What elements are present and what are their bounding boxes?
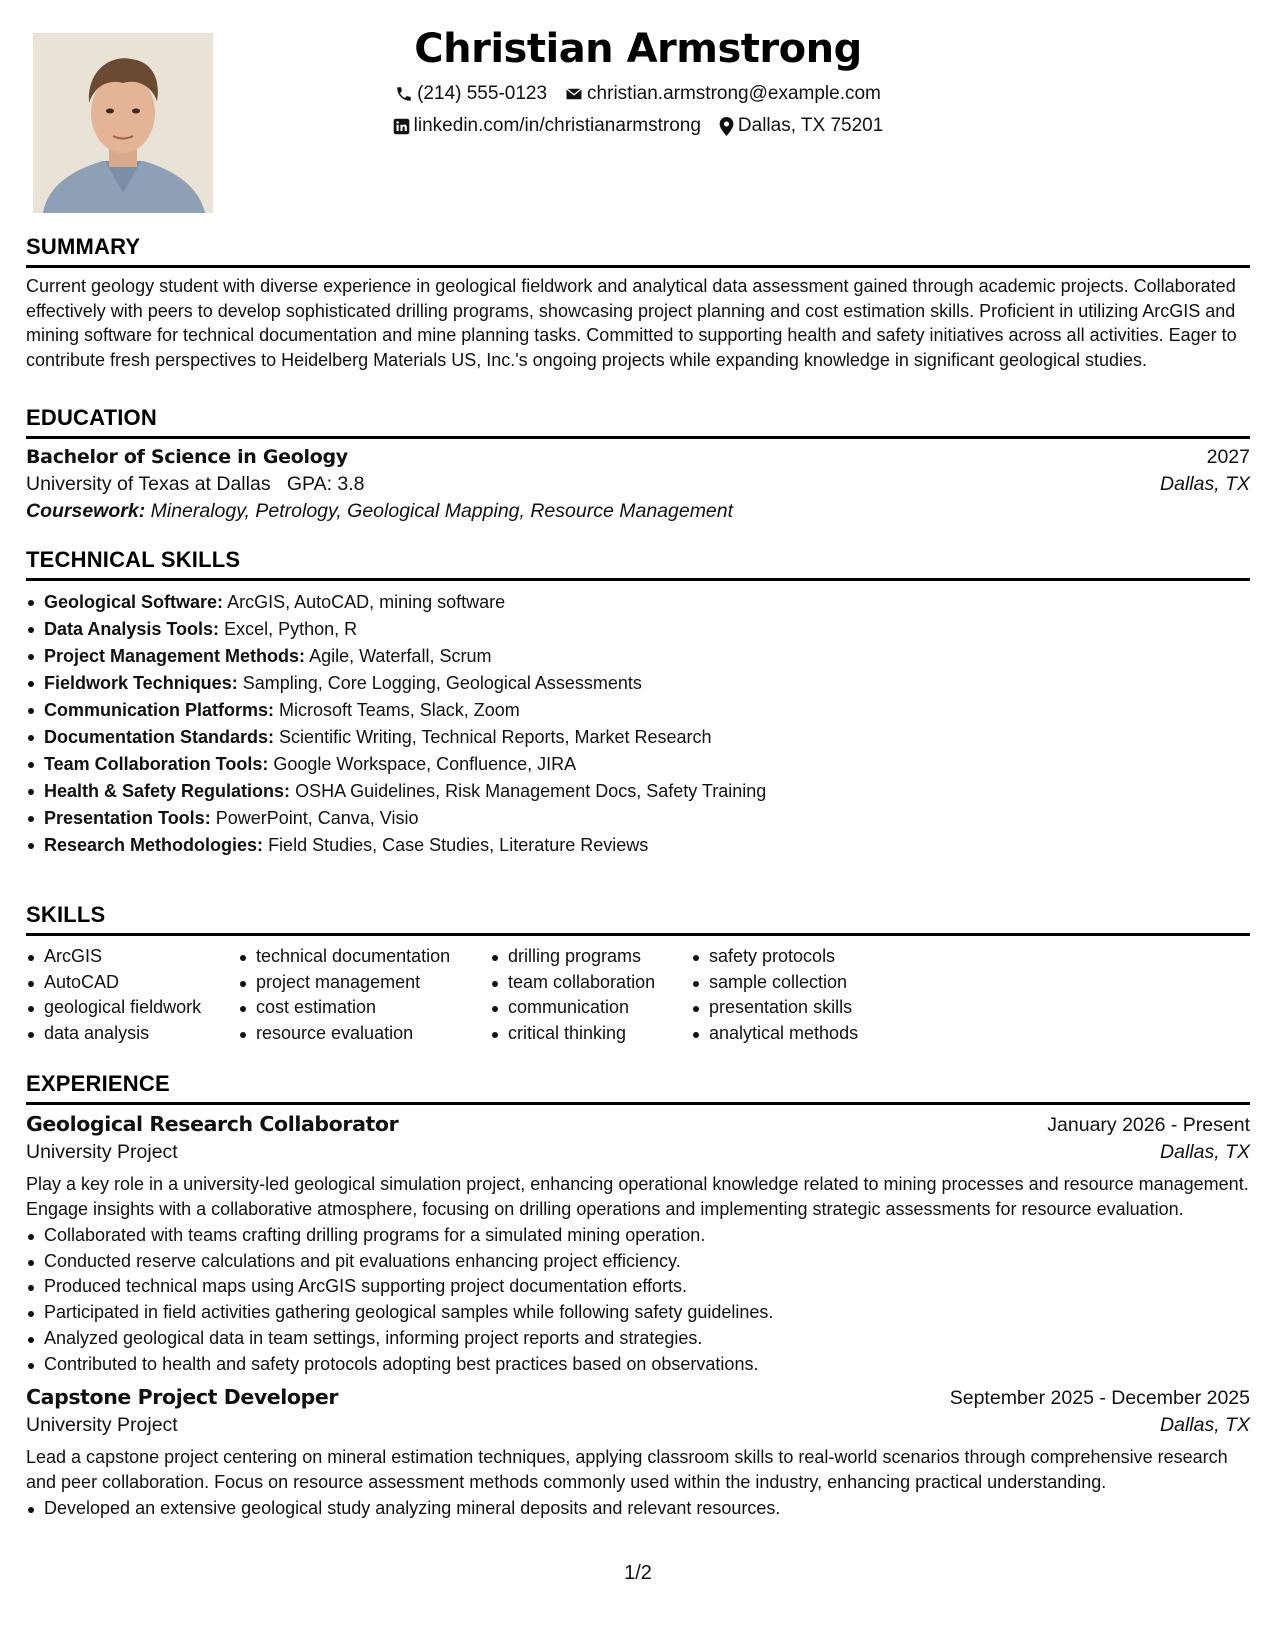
job-org-row — [26, 1141, 1250, 1164]
skill-category-label: Research Methodologies: — [44, 835, 264, 855]
list-item: Collaborated with teams crafting drilling programs for a simulated mining operation. — [26, 1223, 1250, 1249]
linkedin-text[interactable]: linkedin.com/in/christianarmstrong — [413, 115, 701, 136]
coursework-label: Coursework: — [26, 500, 146, 522]
list-item — [26, 697, 1250, 724]
job-dates: September 2025 - December 2025 — [949, 1387, 1250, 1410]
job-description: Play a key role in a university-led geological simulation project, enhancing operational knowledge related to mining processes and resource management. Engage insights with a collaborative atmosphere, focusing on drilling operations and implementing strategic assessments for resource evaluation. — [26, 1174, 1249, 1219]
skill-category-label: Communication Platforms: — [44, 700, 275, 720]
school-info — [26, 473, 365, 496]
summary-text: Current geology student with diverse experience in geological fieldwork and analytical data assessment gained through academic projects. Collaborated effectively with peers to develop sophisticated drilling programs, showcasing project planning and cost estimation skills. Proficient in utilizing ArcGIS and mining software for technical documentation and mine planning tasks. Committed to supporting health and safety initiatives across all activities. Eager to contribute fresh perspectives to Heidelberg Materials US, Inc.'s ongoing projects while expanding knowledge in significant geological studies. — [26, 276, 1237, 370]
skills-column — [490, 944, 691, 1047]
job-entry — [26, 1385, 1250, 1522]
section-title-summary: SUMMARY — [26, 234, 141, 259]
envelope-icon — [565, 85, 583, 103]
technical-skills-list — [26, 589, 1250, 859]
education-degree-row — [26, 446, 1250, 469]
gpa: GPA: 3.8 — [286, 473, 365, 495]
list-item — [26, 778, 1250, 805]
technical-skills-section — [26, 546, 1250, 859]
list-item: safety protocols — [691, 944, 941, 970]
map-pin-icon — [719, 117, 734, 136]
list-item — [26, 616, 1250, 643]
skill-category-value: PowerPoint, Canva, Visio — [215, 808, 419, 828]
list-item — [26, 643, 1250, 670]
job-dates: January 2026 - Present — [1047, 1114, 1250, 1136]
section-divider — [26, 933, 1250, 936]
linkedin-contact[interactable] — [393, 110, 701, 142]
job-title: Geological Research Collaborator — [26, 1112, 399, 1136]
education-school-row — [26, 473, 1250, 496]
candidate-name: Christian Armstrong — [414, 26, 862, 72]
linkedin-icon — [393, 118, 410, 135]
skill-category-value: Field Studies, Case Studies, Literature Reviews — [268, 835, 649, 855]
skill-category-value: OSHA Guidelines, Risk Management Docs, Safety Training — [295, 781, 767, 801]
list-item: Developed an extensive geological study analyzing mineral deposits and relevant resources. — [26, 1496, 1250, 1522]
skill-category-label: Data Analysis Tools: — [44, 619, 220, 639]
list-item — [26, 805, 1250, 832]
skill-category-value: Google Workspace, Confluence, JIRA — [273, 754, 577, 774]
section-divider — [26, 265, 1250, 268]
job-entry — [26, 1112, 1250, 1377]
list-item — [26, 724, 1250, 751]
list-item: Analyzed geological data in team settings, informing project reports and strategies. — [26, 1326, 1250, 1352]
coursework — [26, 500, 1250, 523]
experience-section — [26, 1070, 1250, 1522]
list-item: project management — [238, 970, 490, 996]
email-text[interactable]: christian.armstrong@example.com — [587, 83, 881, 104]
email-contact[interactable] — [565, 78, 881, 110]
list-item: Conducted reserve calculations and pit evaluations enhancing project efficiency. — [26, 1249, 1250, 1275]
skill-category-value: Excel, Python, R — [224, 619, 358, 639]
skill-category-label: Presentation Tools: — [44, 808, 211, 828]
contact-line-2 — [26, 110, 1250, 142]
job-location: Dallas, TX — [1160, 1414, 1250, 1437]
education-section — [26, 404, 1250, 523]
list-item: cost estimation — [238, 995, 490, 1021]
job-organization: University Project — [26, 1141, 178, 1163]
list-item: geological fieldwork — [26, 995, 238, 1021]
contact-line-1 — [26, 78, 1250, 110]
skill-category-value: Agile, Waterfall, Scrum — [309, 646, 492, 666]
list-item — [26, 589, 1250, 616]
section-divider — [26, 578, 1250, 581]
school-name: University of Texas at Dallas — [26, 473, 271, 495]
job-title: Capstone Project Developer — [26, 1385, 339, 1410]
summary-section — [26, 233, 1250, 372]
section-divider — [26, 1102, 1250, 1105]
job-organization: University Project — [26, 1414, 178, 1437]
phone-text: (214) 555-0123 — [417, 83, 548, 104]
list-item: presentation skills — [691, 995, 941, 1021]
job-bullet-list — [26, 1496, 1250, 1522]
job-bullet-list — [26, 1223, 1250, 1377]
skill-category-label: Fieldwork Techniques: — [44, 673, 238, 693]
section-title-technical-skills: TECHNICAL SKILLS — [26, 547, 241, 572]
list-item: technical documentation — [238, 944, 490, 970]
section-title-experience: EXPERIENCE — [26, 1071, 170, 1096]
phone-contact — [395, 78, 547, 110]
skill-category-value: Sampling, Core Logging, Geological Assessments — [242, 673, 642, 693]
list-item: data analysis — [26, 1021, 238, 1047]
list-item — [26, 832, 1250, 859]
list-item: sample collection — [691, 970, 941, 996]
skill-category-label: Health & Safety Regulations: — [44, 781, 291, 801]
list-item: drilling programs — [490, 944, 691, 970]
list-item — [26, 751, 1250, 778]
skills-column — [238, 944, 490, 1047]
list-item: Participated in field activities gathering geological samples while following safety guidelines. — [26, 1300, 1250, 1326]
section-title-skills: SKILLS — [26, 902, 106, 927]
skill-category-value: Microsoft Teams, Slack, Zoom — [279, 700, 520, 720]
list-item: ArcGIS — [26, 944, 238, 970]
skill-category-value: Scientific Writing, Technical Reports, Market Research — [279, 727, 712, 747]
job-header-row — [26, 1385, 1250, 1410]
skill-category-label: Team Collaboration Tools: — [44, 754, 269, 774]
list-item — [26, 670, 1250, 697]
list-item: Contributed to health and safety protocols adopting best practices based on observations. — [26, 1352, 1250, 1378]
skill-category-label: Geological Software: — [44, 592, 224, 612]
job-location: Dallas, TX — [1160, 1141, 1250, 1163]
list-item: communication — [490, 995, 691, 1021]
coursework-list: Mineralogy, Petrology, Geological Mapping, Resource Management — [150, 500, 734, 522]
skill-category-label: Documentation Standards: — [44, 727, 275, 747]
page-number: 1/2 — [624, 1562, 652, 1584]
skills-section — [26, 901, 1250, 1047]
skill-category-label: Project Management Methods: — [44, 646, 306, 666]
resume-page — [26, 0, 1250, 1650]
list-item: critical thinking — [490, 1021, 691, 1047]
graduation-year: 2027 — [1206, 446, 1250, 468]
location-text: Dallas, TX 75201 — [737, 115, 884, 136]
skills-grid — [26, 944, 1250, 1047]
phone-icon — [395, 85, 413, 103]
job-org-row — [26, 1414, 1250, 1437]
list-item: resource evaluation — [238, 1021, 490, 1047]
list-item: team collaboration — [490, 970, 691, 996]
skills-column — [26, 944, 238, 1047]
skill-category-value: ArcGIS, AutoCAD, mining software — [227, 592, 506, 612]
degree-name: Bachelor of Science in Geology — [26, 446, 348, 468]
list-item: Produced technical maps using ArcGIS supporting project documentation efforts. — [26, 1274, 1250, 1300]
location-contact — [719, 110, 883, 142]
section-divider — [26, 436, 1250, 439]
job-description: Lead a capstone project centering on mineral estimation techniques, applying classroom skills to real-world scenarios through comprehensive research and peer collaboration. Focus on resource assessment methods commonly used within the industry, enhancing practical understanding. — [26, 1447, 1228, 1492]
resume-header — [26, 20, 1250, 142]
skills-column — [691, 944, 941, 1047]
list-item: analytical methods — [691, 1021, 941, 1047]
list-item: AutoCAD — [26, 970, 238, 996]
job-header-row — [26, 1112, 1250, 1137]
section-title-education: EDUCATION — [26, 405, 157, 430]
school-location: Dallas, TX — [1160, 473, 1250, 495]
